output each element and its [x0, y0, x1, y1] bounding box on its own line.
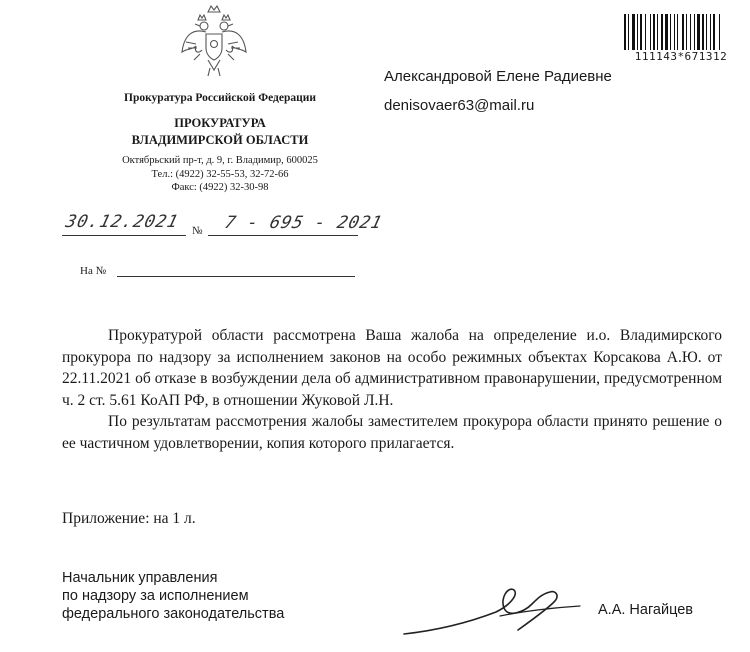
office-address: [90, 154, 350, 195]
signatory-title-line: Начальник управления: [62, 570, 218, 586]
barcode-bar: [694, 14, 695, 52]
barcode-bar: [686, 14, 687, 52]
signatory-name: А.А. Нагайцев: [598, 602, 694, 618]
barcode-bar: [661, 14, 663, 52]
office-title-line1: ПРОКУРАТУРА: [174, 116, 266, 130]
office-title: [90, 115, 350, 149]
number-prefix: №: [192, 225, 203, 237]
address-line: Октябрьский пр-т, д. 9, г. Владимир, 600025: [122, 155, 318, 166]
fax-line: Факс: (4922) 32-30-98: [171, 182, 269, 193]
barcode-bar: [710, 14, 711, 52]
barcode-bar: [690, 14, 691, 52]
barcode-bar: [628, 14, 629, 52]
organization-name: Прокуратура Российской Федерации: [124, 92, 316, 104]
handwritten-number: 7 - 695 - 2021: [222, 213, 385, 233]
body-paragraph: Прокуратурой области рассмотрена Ваша жалоба на определение и.о. Владимирского прокурора по надзору за исполнением законов на особо режимных объектах Корсакова А.Ю. от 22.11.2021 об отказе в возбуждении дела об административном правонарушении, предусмотренном ч. 2 ст. 5.61 КоАП РФ, в отношении Жуковой Л.Н.: [62, 327, 722, 409]
office-title-line2: ВЛАДИМИРСКОЙ ОБЛАСТИ: [131, 133, 309, 147]
recipient-email: denisovaer63@mail.ru: [384, 97, 535, 114]
barcode-bar: [702, 14, 704, 52]
reply-to-underline: [117, 276, 355, 277]
coat-of-arms-emblem: [178, 2, 250, 80]
phone-line: Тел.: (4922) 32-55-53, 32-72-66: [151, 168, 289, 180]
barcode-bar: [682, 14, 684, 52]
date-underline: [62, 235, 186, 236]
barcode-bar: [632, 14, 635, 52]
barcode-bar: [645, 14, 646, 52]
barcode-bar: [719, 14, 720, 52]
barcode-bar: [697, 14, 700, 52]
barcode-bar: [674, 14, 675, 52]
handwritten-signature: [400, 572, 600, 642]
barcode-bar: [640, 14, 642, 52]
recipient-name: Александровой Елене Радиевне: [384, 68, 612, 85]
barcode-number: 111143*671312: [622, 50, 740, 63]
letter-body: [62, 325, 722, 455]
barcode-bar: [637, 14, 638, 52]
barcode-bar: [653, 14, 655, 52]
barcode-bar: [706, 14, 707, 52]
barcode-bar: [670, 14, 671, 52]
number-underline: [208, 235, 358, 236]
signatory-title-line: по надзору за исполнением: [62, 588, 249, 604]
barcode-bar: [650, 14, 651, 52]
barcode-bar: [624, 14, 626, 52]
body-paragraph: По результатам рассмотрения жалобы заместителем прокурора области принято решение о ее частичном удовлетворении, копия которого прилагается.: [62, 413, 722, 452]
handwritten-date: 30.12.2021: [63, 212, 181, 232]
reply-to-label: На №: [80, 265, 107, 277]
barcode-bar: [713, 14, 715, 52]
signatory-title: [62, 569, 284, 623]
barcode-bar: [657, 14, 658, 52]
barcode-bar: [665, 14, 668, 52]
barcode-bar: [677, 14, 678, 52]
attachment-note: Приложение: на 1 л.: [62, 510, 196, 527]
signatory-title-line: федерального законодательства: [62, 606, 285, 622]
